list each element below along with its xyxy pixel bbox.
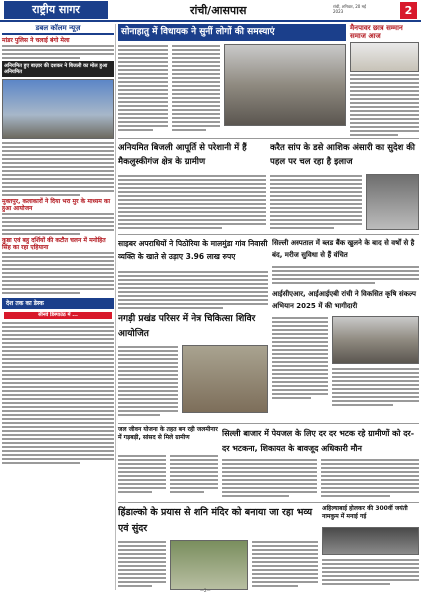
- story-5-headline: सिल्ली अस्पताल में ब्लड बैंक खुलने के बाद से वर्षों से है बंद, मरीज सुविधा से हैं वंचित: [272, 239, 415, 259]
- lead-text-col: [118, 44, 168, 136]
- masthead: [0, 0, 421, 22]
- story-10-body-2: [252, 540, 318, 590]
- left-column: [2, 24, 114, 592]
- story-6-body: [272, 316, 328, 406]
- story-8-body-2: [170, 454, 218, 498]
- desk-header: देश तक का डेस्क: [2, 298, 114, 309]
- brief-1-body: [2, 45, 114, 59]
- brief-1-body-cont: [2, 142, 114, 196]
- story-5-body: [272, 265, 419, 287]
- date-line: रांची, शनिवार, 20 मई 2023: [333, 4, 366, 14]
- story-7-photo: [182, 345, 268, 413]
- page-number: 2: [400, 2, 417, 19]
- story-10-photo: [170, 540, 248, 590]
- story-2-body: [118, 174, 266, 232]
- side-story: [350, 24, 419, 136]
- lead-text-col-2: [172, 44, 220, 136]
- footer-page-number: —2—: [200, 588, 211, 593]
- story-6-body-2: [332, 367, 419, 407]
- story-10-body: [118, 540, 166, 590]
- story-7-headline: नगड़ी प्रखंड परिसर में नेत्र चिकित्सा शिविर आयोजित: [118, 314, 256, 339]
- callout-box: अनियमित हुए बाज़ार की दशकर ने बिजली का मोल हुआ अनियमित: [2, 61, 114, 77]
- story-7-body: [118, 345, 178, 421]
- paper-name: राष्ट्रीय सागर: [4, 1, 108, 19]
- story-3-body: [270, 174, 362, 232]
- story-11-photo: [322, 527, 419, 555]
- story-4-body: [118, 270, 268, 310]
- side-story-photo: [350, 42, 419, 72]
- brief-3-title: कुष्ठा एवं बहु दर्शियों की कटौत चलन में मनोहित सिंह का रहा एहियाना: [2, 237, 106, 251]
- main-area: [118, 24, 419, 592]
- section-title: रांची/आसपास: [190, 4, 247, 17]
- train-photo: [2, 79, 114, 139]
- story-11-headline: अहिल्याबाई होलकर की 300वीं जयंती नामकुम में मनाई गई: [322, 505, 408, 520]
- brief-1-title: मांडर पुलिस ने चलाई बंगो मेला: [2, 37, 70, 44]
- desk-subheader: सीनवे डिस्पाउंठ में ...: [4, 312, 112, 319]
- left-column-header: डबल कॉलम न्यूज़: [2, 24, 114, 35]
- brief-2-title: मुक्तपुर, कलाकारों ने दिया भरा मुर के माध्यम का हुआ आयोजन: [2, 198, 111, 212]
- story-8-body: [118, 454, 166, 498]
- story-2-headline: अनियमित बिजली आपूर्ति से परेशानी में हैं मैकलुस्कीगंज क्षेत्र के ग्रामीण: [118, 143, 247, 167]
- lead-photo: [224, 44, 346, 126]
- side-story-title: मैनपावर छात्र सम्मान समाज आज: [350, 24, 403, 40]
- story-11-body: [322, 558, 419, 590]
- story-9-headline: सिल्ली बाजार में पेयजल के लिए दर दर भटक रहे ग्रामीणों को दर-दर भटकना, शिकायत के बावजूद अधिकारी मौन: [222, 429, 415, 453]
- rule: [118, 138, 419, 139]
- story-6-headline: आईसीएआर, आईआईएबी रांची ने विकसित कृषि संकल्प अभियान 2025 में की भागीदारी: [272, 290, 416, 310]
- story-9-body: [222, 458, 317, 502]
- story-3-photo: [366, 174, 419, 230]
- rule: [118, 502, 419, 503]
- rule: [118, 234, 419, 235]
- desk-body: [2, 322, 114, 464]
- story-10-headline: हिंडाल्को के प्रयास से शनि मंदिर को बनाया जा रहा भव्य एवं सुंदर: [118, 507, 313, 534]
- column-divider: [115, 24, 116, 590]
- rule: [118, 423, 419, 424]
- story-6-photo: [332, 316, 419, 364]
- story-4-headline: साइबर अपराधियों ने पिठोरिया के मालमुंडा गांव निवासी व्यक्ति के खाते से उड़ाए 3.96 लाख रुपए: [118, 239, 268, 261]
- lead-headline: सोनाहातु में विधायक ने सुनीं लोगों की समस्याएं: [118, 24, 346, 41]
- brief-2-body: [2, 213, 114, 235]
- brief-3-body: [2, 252, 114, 294]
- story-8-headline: जल जीवन योजना के तहत बन रही जलमीनार में गड़बड़ी, सांसद से मिले ग्रामीण: [118, 426, 218, 441]
- story-9-body-2: [321, 458, 419, 502]
- story-3-headline: करैत सांप के डसे आशिक अंसारी का सुदेश की पहल पर चल रहा है इलाज: [270, 143, 415, 167]
